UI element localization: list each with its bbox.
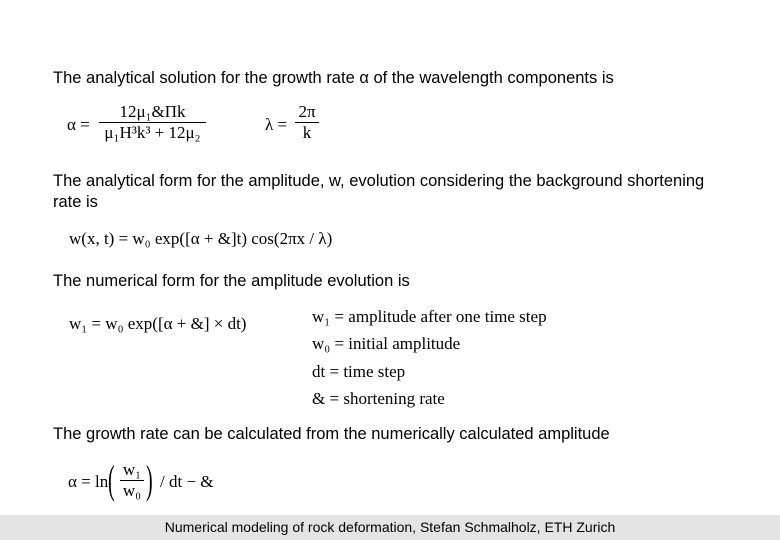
legend-item bbox=[312, 334, 460, 354]
legend-text: = time step bbox=[325, 362, 406, 381]
growth-fraction bbox=[120, 460, 144, 501]
numerical-form-text: The numerical form for the amplitude evolution is bbox=[53, 272, 410, 290]
legend-item bbox=[312, 389, 445, 409]
lambda-denominator: k bbox=[302, 123, 312, 142]
growth-from-numeric-text: The growth rate can be calculated from the numerically calculated amplitude bbox=[53, 425, 610, 443]
footer-bar bbox=[0, 515, 780, 540]
legend-item bbox=[312, 362, 405, 382]
numeric-equation: w₁ = w₀ exp([α + &] × dt) bbox=[69, 314, 247, 333]
lambda-fraction bbox=[295, 102, 319, 143]
legend-symbol: w₀ bbox=[312, 334, 331, 353]
legend-symbol: dt bbox=[312, 362, 326, 381]
lambda-numerator: 2π bbox=[298, 102, 316, 121]
alpha-fraction bbox=[99, 102, 206, 143]
growth-rate-intro: The analytical solution for the growth rate α of the wavelength components is bbox=[53, 69, 614, 87]
left-paren: ( bbox=[108, 457, 115, 502]
legend-symbol: w₁ bbox=[312, 307, 331, 326]
legend-item bbox=[312, 307, 547, 327]
legend-text: = amplitude after one time step bbox=[330, 307, 547, 326]
growth-denominator: w₀ bbox=[122, 481, 142, 500]
lambda-lhs: λ = bbox=[265, 115, 288, 134]
footer-text: Numerical modeling of rock deformation, Stefan Schmalholz, ETH Zurich bbox=[164, 519, 616, 535]
right-paren: ) bbox=[146, 457, 153, 502]
alpha-denominator: μ₁H³k³ + 12μ₂ bbox=[104, 123, 201, 142]
alpha-numerator: 12μ₁&Πk bbox=[119, 102, 186, 121]
legend-symbol: & bbox=[312, 389, 326, 408]
growth-eq-rhs: / dt − & bbox=[160, 472, 214, 491]
growth-eq-lhs: α = ln bbox=[68, 472, 109, 491]
amplitude-equation: w(x, t) = w₀ exp([α + &]t) cos(2πx / λ) bbox=[69, 229, 333, 248]
legend-text: = shortening rate bbox=[325, 389, 445, 408]
alpha-lhs: α = bbox=[67, 115, 90, 134]
growth-numerator: w₁ bbox=[122, 460, 142, 479]
legend-text: = initial amplitude bbox=[330, 334, 461, 353]
amplitude-form-text: The analytical form for the amplitude, w, evolution considering the background shortening rate is bbox=[53, 172, 705, 211]
